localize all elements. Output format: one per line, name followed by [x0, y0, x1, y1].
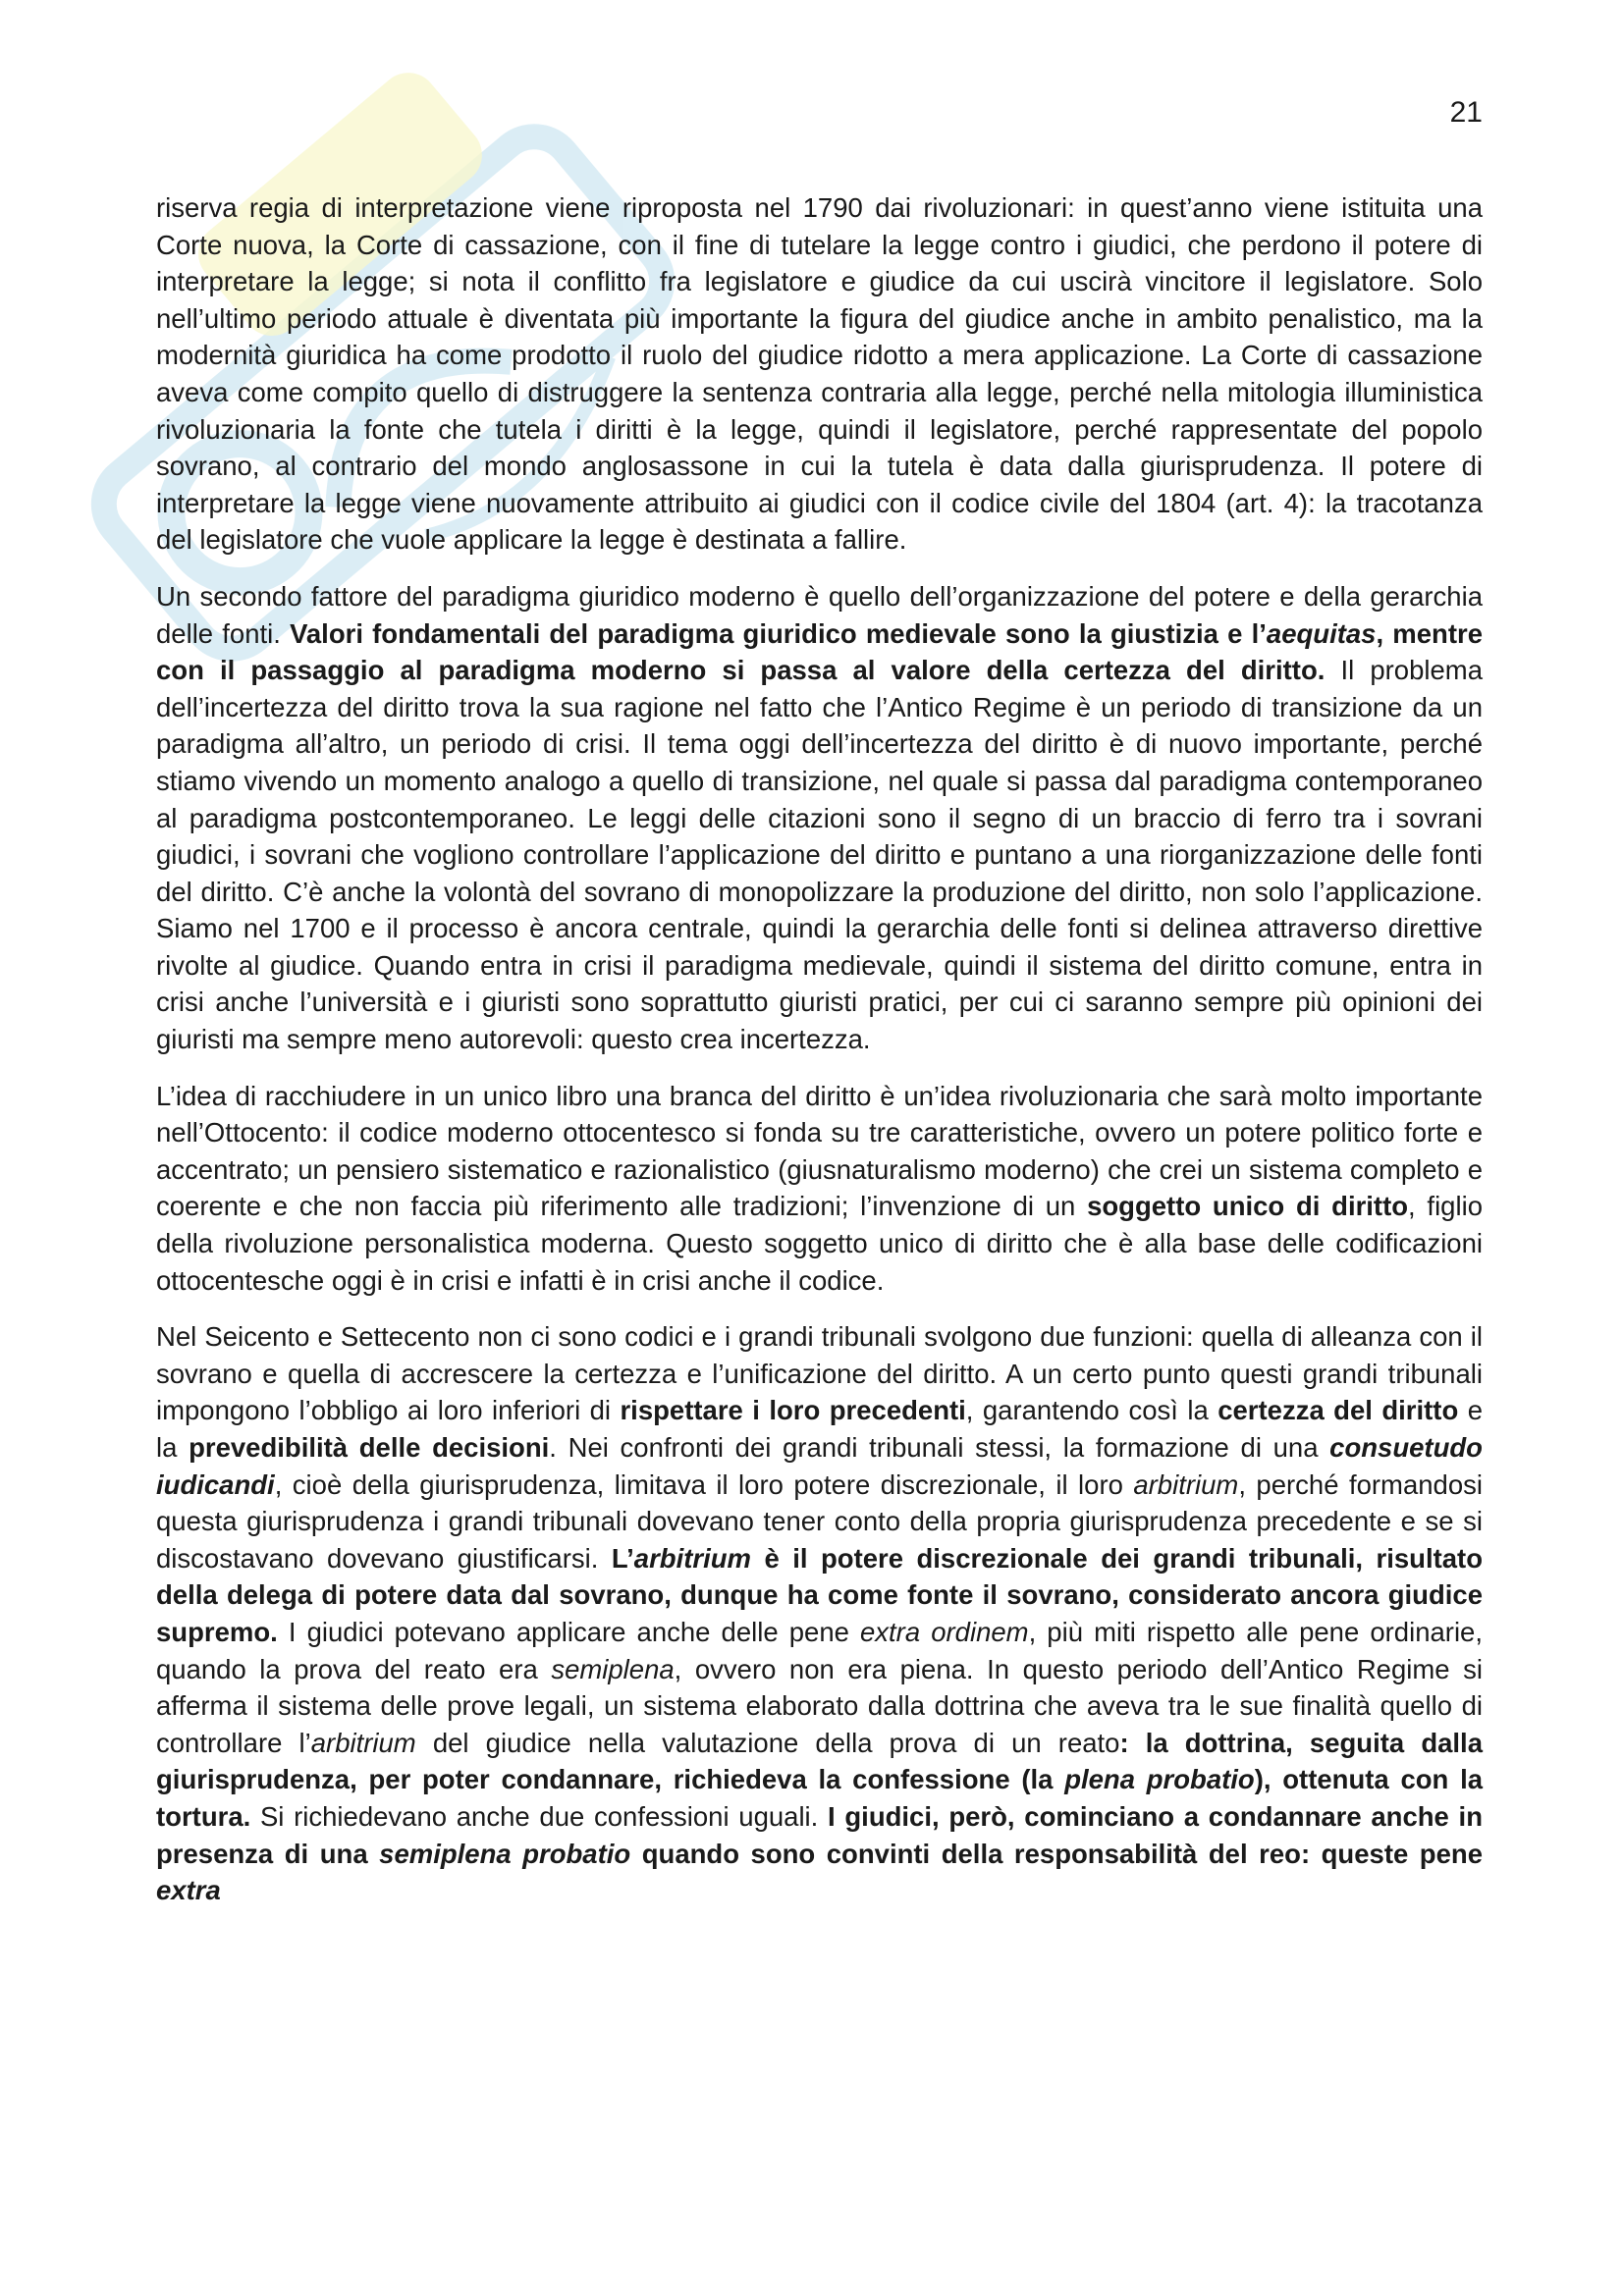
text-segment: L’	[611, 1542, 634, 1574]
text-segment: certezza del diritto	[1217, 1395, 1459, 1426]
text-segment: consuetudo iudicandi	[156, 1432, 1483, 1500]
text-segment: , cioè della giurisprudenza, limitava il loro potere discrezionale, il loro	[274, 1468, 1134, 1500]
text-segment: , perché formandosi questa giurisprudenza i grandi tribunali dovevano tener conto della propria giurisprudenza precedente e se si discostavano dovevano giustificarsi.	[156, 1468, 1483, 1574]
text-segment: extra ordinem	[860, 1616, 1029, 1647]
paragraph-4	[156, 1318, 1483, 1909]
paragraph-3	[156, 1078, 1483, 1300]
text-segment: quando sono convinti della responsabilità del reo: queste pene	[630, 1838, 1483, 1869]
text-segment: arbitrium	[310, 1727, 416, 1758]
text-segment: aequitas	[1266, 617, 1377, 649]
text-segment: Un secondo fattore del paradigma giuridico moderno è quello dell’organizzazione del potere e della gerarchia delle fonti.	[156, 580, 1483, 649]
paragraph-1	[156, 189, 1483, 559]
text-segment: soggetto unico di diritto	[1087, 1191, 1409, 1222]
text-segment: prevedibilità delle decisioni	[189, 1432, 550, 1463]
text-segment: e la	[156, 1395, 1484, 1463]
text-segment: Valori fondamentali del paradigma giuridico medievale sono la giustizia e l’	[290, 617, 1267, 649]
text-segment: , figlio della rivoluzione personalistica moderna. Questo soggetto unico di diritto che è alla base delle codificazioni ottocentesche oggi è in crisi e infatti è in crisi anche il codice.	[156, 1191, 1483, 1296]
text-segment: , ovvero non era piena. In questo periodo dell’Antico Regime si afferma il sistema delle prove legali, un sistema elaborato dalla dottrina che aveva tra le sue finalità quello di controllare l’	[156, 1653, 1483, 1758]
text-segment: arbitrium	[1133, 1468, 1239, 1500]
text-segment: L’idea di racchiudere in un unico libro una branca del diritto è un’idea rivoluzionaria che sarà molto importante nell’Ottocento: il codice moderno ottocentesco si fonda su tre caratteristiche, ovvero un potere politico forte e accentrato; un pensiero sistematico e razionalistico (giusnaturalismo moderno) che crei un sistema completo e coerente e che non faccia più riferimento alle tradizioni; l’invenzione di un	[156, 1080, 1483, 1222]
text-segment: : la dottrina, seguita dalla giurisprudenza, per poter condannare, richiedeva la confessione (la	[156, 1727, 1483, 1795]
text-segment: arbitrium	[633, 1542, 751, 1574]
text-segment: , garantendo così la	[965, 1395, 1218, 1426]
text-segment: semiplena probatio	[379, 1838, 631, 1869]
document-body	[156, 189, 1483, 1929]
text-segment: , mentre con il passaggio al paradigma moderno si passa al valore della certezza del diritto.	[156, 617, 1483, 686]
text-segment: I giudici, però, cominciano a condannare anche in presenza di una	[156, 1800, 1483, 1869]
paragraph-2	[156, 578, 1483, 1058]
text-segment: rispettare i loro precedenti	[620, 1395, 966, 1426]
text-segment: Si richiedevano anche due confessioni uguali.	[250, 1800, 829, 1832]
text-segment: extra	[156, 1875, 221, 1906]
text-segment: Nel Seicento e Settecento non ci sono codici e i grandi tribunali svolgono due funzioni: quella di alleanza con il sovrano e quella di accrescere la certezza e l’unificazione del diritto. A un certo punto questi grandi tribunali impongono l’obbligo ai loro inferiori di	[156, 1321, 1483, 1426]
text-segment: riserva regia di interpretazione viene riproposta nel 1790 dai rivoluzionari: in quest’anno viene istituita una Corte nuova, la Corte di cassazione, con il fine di tutelare la legge contro i giudici, che perdono il potere di interpretare la legge; si nota il conflitto fra legislatore e giudice da cui uscirà vincitore il legislatore. Solo nell’ultimo periodo attuale è diventata più importante la figura del giudice anche in ambito penalistico, ma la modernità giuridica ha come prodotto il ruolo del giudice ridotto a mera applicazione. La Corte di cassazione aveva come compito quello di distruggere la sentenza contraria alla legge, perché nella mitologia illuministica rivoluzionaria la fonte che tutela i diritti è la legge, quindi il legislatore, perché rappresentate del popolo sovrano, al contrario del mondo anglosassone in cui la tutela è data dalla giurisprudenza. Il potere di interpretare la legge viene nuovamente attribuito ai giudici con il codice civile del 1804 (art. 4): la tracotanza del legislatore che vuole applicare la legge è destinata a fallire.	[156, 192, 1483, 556]
text-segment: è il potere discrezionale dei grandi tribunali, risultato della delega di potere data dal sovrano, dunque ha come fonte il sovrano, considerato ancora giudice supremo.	[156, 1542, 1483, 1647]
text-segment: ), ottenuta con la tortura.	[156, 1764, 1484, 1832]
text-segment: . Nei confronti dei grandi tribunali stessi, la formazione di una	[549, 1432, 1330, 1463]
text-segment: , più miti rispetto alle pene ordinarie, quando la prova del reato era	[156, 1616, 1483, 1684]
text-segment: semiplena	[551, 1653, 675, 1684]
text-segment: del giudice nella valutazione della prova di un reato	[415, 1727, 1120, 1758]
text-segment: plena probatio	[1064, 1764, 1255, 1795]
text-segment: Il problema dell’incertezza del diritto trova la sua ragione nel fatto che l’Antico Regime è un periodo di transizione da un paradigma all’altro, un periodo di crisi. Il tema oggi dell’incertezza del diritto è di nuovo importante, perché stiamo vivendo un momento analogo a quello di transizione, nel quale si passa dal paradigma contemporaneo al paradigma postcontemporaneo. Le leggi delle citazioni sono il segno di un braccio di ferro tra i sovrani giudici, i sovrani che vogliono controllare l’applicazione del diritto e puntano a una riorganizzazione delle fonti del diritto. C’è anche la volontà del sovrano di monopolizzare la produzione del diritto, non solo l’applicazione. Siamo nel 1700 e il processo è ancora centrale, quindi la gerarchia delle fonti si delinea attraverso direttive rivolte al giudice. Quando entra in crisi il paradigma medievale, quindi il sistema del diritto comune, entra in crisi anche l’università e i giuristi sono soprattutto giuristi pratici, per cui ci saranno sempre più opinioni dei giuristi ma sempre meno autorevoli: questo crea incertezza.	[156, 655, 1483, 1055]
page-number: 21	[1449, 96, 1483, 129]
text-segment: I giudici potevano applicare anche delle pene	[277, 1616, 860, 1647]
